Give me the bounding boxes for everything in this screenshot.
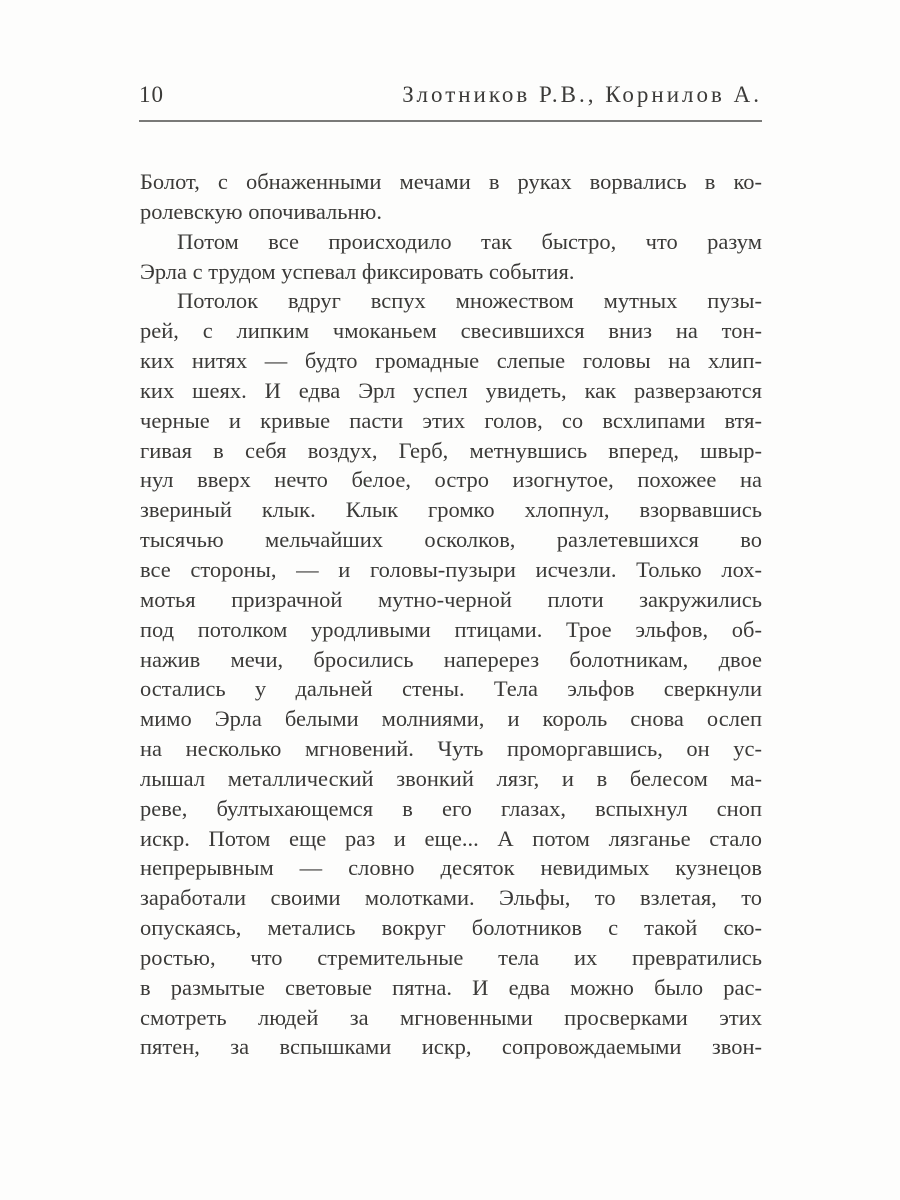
text-line: ростью, что стремительные тела их превратились	[140, 944, 762, 970]
text-line: искр. Потом еще раз и еще... А потом лязганье стало	[140, 825, 762, 851]
text-line: мимо Эрла белыми молниями, и король снова ослеп	[140, 706, 762, 732]
body-text	[140, 167, 762, 1062]
text-line: на несколько мгновений. Чуть проморгавшись, он ус-	[140, 736, 762, 762]
text-line: Болот, с обнаженными мечами в руках ворвались в ко-	[140, 169, 762, 194]
text-line: Потолок вдруг вспух множеством мутных пузы-	[177, 288, 762, 314]
text-line: опускаясь, метались вокруг болотников с такой ско-	[140, 915, 762, 941]
running-head	[139, 82, 762, 122]
text-line: ких шеях. И едва Эрл успел увидеть, как разверзаются	[140, 377, 762, 403]
text-line: смотреть людей за мгновенными просверками этих	[140, 1004, 762, 1030]
running-title: Злотников Р.В., Корнилов А.	[402, 82, 762, 107]
text-line: реве, бултыхающемся в его глазах, вспыхнул сноп	[140, 795, 762, 821]
text-line: под потолком уродливыми птицами. Трое эльфов, об-	[140, 616, 762, 642]
text-line: заработали своими молотками. Эльфы, то взлетая, то	[140, 885, 762, 911]
text-line: гивая в себя воздух, Герб, метнувшись вперед, швыр-	[140, 437, 762, 463]
text-line: в размытые световые пятна. И едва можно было рас-	[140, 974, 762, 1000]
text-line: Эрла с трудом успевал фиксировать события.	[140, 258, 575, 284]
text-line: лышал металлический звонкий лязг, и в белесом ма-	[140, 765, 762, 791]
text-line: пятен, за вспышками искр, сопровождаемыми звон-	[140, 1034, 762, 1060]
text-line: мотья призрачной мутно-черной плоти закружились	[140, 586, 762, 612]
text-line: звериный клык. Клык громко хлопнул, взорвавшись	[140, 497, 762, 523]
text-line: Потом все происходило так быстро, что разум	[177, 228, 762, 254]
text-line: ролевскую опочивальню.	[140, 198, 382, 224]
text-line: нул вверх нечто белое, остро изогнутое, похожее на	[140, 467, 762, 493]
text-line: нажив мечи, бросились наперерез болотникам, двое	[140, 646, 762, 672]
text-line: рей, с липким чмоканьем свесившихся вниз на тон-	[140, 318, 762, 344]
text-line: остались у дальней стены. Тела эльфов сверкнули	[140, 676, 762, 702]
text-line: черные и кривые пасти этих голов, со всхлипами втя-	[140, 407, 762, 433]
text-line: непрерывным — словно десяток невидимых кузнецов	[140, 855, 762, 881]
text-line: тысячью мельчайших осколков, разлетевшихся во	[140, 527, 762, 553]
text-line: все стороны, — и головы-пузыри исчезли. Только лох-	[140, 556, 762, 582]
text-line: ких нитях — будто громадные слепые головы на хлип-	[140, 348, 762, 374]
page-number: 10	[139, 82, 164, 107]
